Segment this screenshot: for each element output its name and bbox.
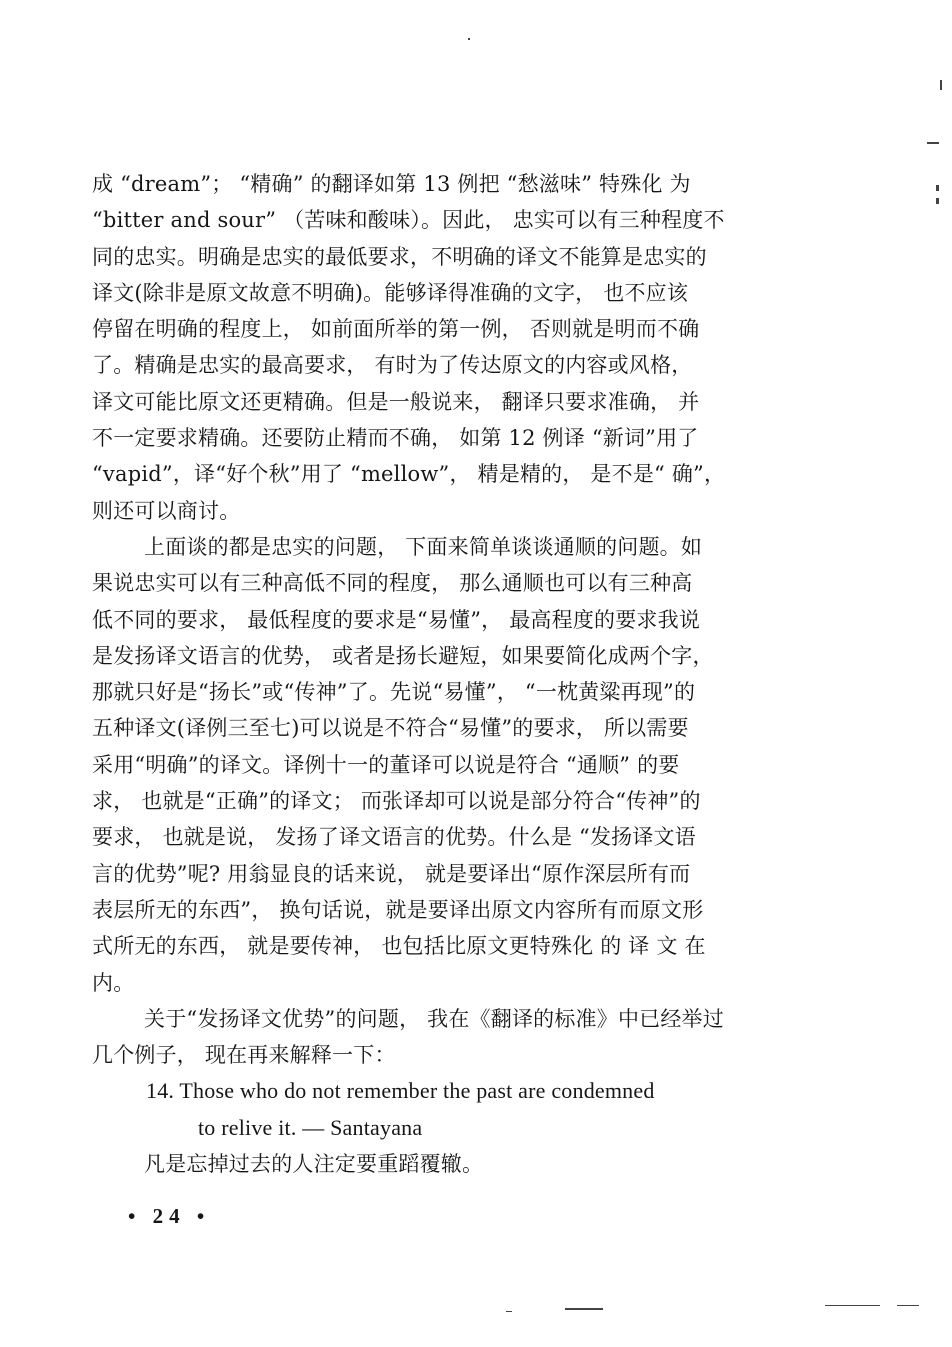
text-line: 了。精确是忠实的最高要求， 有时为了传达原文的内容或风格， [92,353,693,378]
text-line: 果说忠实可以有三种高低不同的程度， 那么通顺也可以有三种高 [92,571,693,596]
text-line: 表层所无的东西”， 换句话说，就是要译出原文内容所有而原文形 [92,897,704,922]
body-text [92,166,804,1182]
scan-mark-right-2 [940,80,942,90]
scan-mark-bottom-2 [825,1305,880,1306]
page-number: • 24 • [128,1204,211,1228]
text-line: 内。 [92,970,135,995]
text-line: 成 “dream”； “精确” 的翻译如第 13 例把 “愁滋味” 特殊化 为 [92,172,691,196]
scan-mark-bottom-3 [897,1305,919,1306]
text-line: 求， 也就是“正确”的译文； 而张译却可以说是部分符合“传神”的 [92,789,701,814]
text-line: 停留在明确的程度上， 如前面所举的第一例， 否则就是明而不确 [92,317,700,342]
scan-mark-top [468,38,470,40]
example-number: 14. [146,1078,175,1104]
text-line: 式所无的东西， 就是要传神， 也包括比原文更特殊化 的 译 文 在 [92,934,706,959]
example-line-1 [146,1073,804,1109]
paragraph-2 [92,529,804,1001]
example-line-2: to relive it. — Santayana [198,1114,423,1140]
text-line: 译文(除非是原文故意不明确)。能够译得准确的文字， 也不应该 [92,280,689,305]
text-line: 要求， 也就是说， 发扬了译文语言的优势。什么是 “发扬译文语 [92,825,696,850]
text-line: “vapid”，译“好个秋”用了 “mellow”， 精是精的， 是不是“ 确”， [92,462,726,487]
text-line: 同的忠实。明确是忠实的最低要求，不明确的译文不能算是忠实的 [92,244,707,269]
text-line: “bitter and sour” （苦味和酸味）。因此， 忠实可以有三种程度不 [92,208,725,233]
text-line: 上面谈的都是忠实的问题， 下面来简单谈谈通顺的问题。如 [144,534,703,559]
example-14 [92,1073,804,1146]
scan-mark-right-4 [936,198,939,204]
paragraph-1 [92,166,804,529]
example-text-1: Those who do not remember the past are condemned [179,1078,655,1104]
text-line: 是发扬译文语言的优势， 或者是扬长避短，如果要简化成两个字， [92,643,714,668]
text-line: 那就只好是“扬长”或“传神”了。先说“易懂”， “一枕黄粱再现”的 [92,680,696,705]
scan-mark-right-3 [936,185,939,191]
paragraph-3 [92,1001,804,1074]
scan-mark-bottom-4 [506,1311,512,1312]
scan-mark-bottom-1 [565,1308,603,1310]
text-line: 关于“发扬译文优势”的问题， 我在《翻译的标准》中已经举过 [144,1006,724,1031]
text-line: 几个例子， 现在再来解释一下： [92,1043,396,1068]
translation-line: 凡是忘掉过去的人注定要重蹈覆辙。 [144,1152,484,1177]
text-line: 言的优势”呢? 用翁显良的话来说， 就是要译出“原作深层所有而 [92,861,691,886]
text-line: 采用“明确”的译文。译例十一的董译可以说是符合 “通顺” 的要 [92,752,680,777]
translation-paragraph [92,1146,804,1182]
text-line: 则还可以商讨。 [92,498,241,523]
text-line: 低不同的要求， 最低程度的要求是“易懂”， 最高程度的要求我说 [92,607,701,632]
text-line: 译文可能比原文还更精确。但是一般说来， 翻译只要求准确， 并 [92,389,700,414]
text-line: 五种译文(译例三至七)可以说是不符合“易懂”的要求， 所以需要 [92,716,689,741]
scan-mark-right-1 [927,142,939,144]
text-line: 不一定要求精确。还要防止精而不确， 如第 12 例译 “新词”用了 [92,426,699,451]
